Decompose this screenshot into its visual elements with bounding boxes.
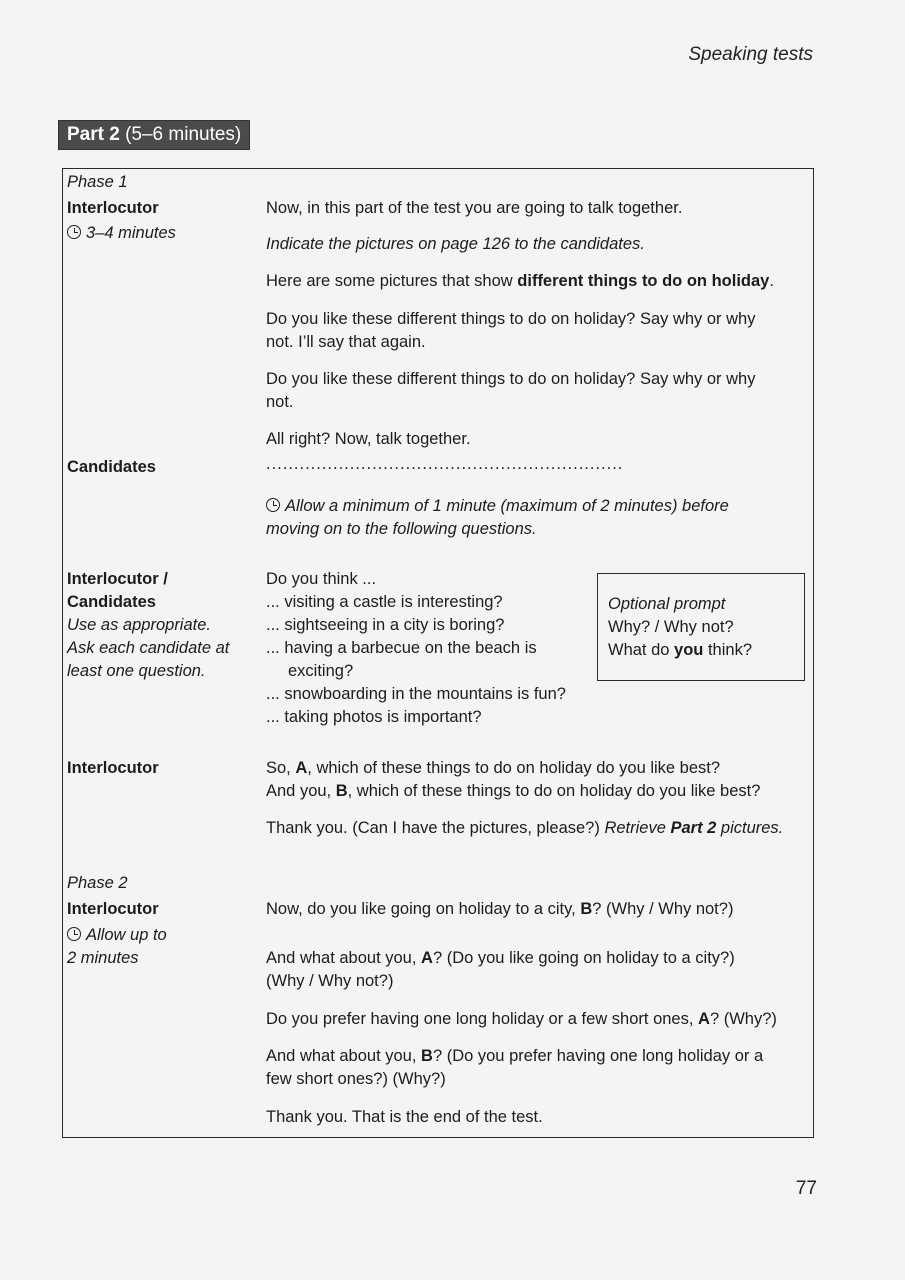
question-lead: Do you think ... [266, 570, 377, 588]
best-question: And you, B, which of these things to do on holiday do you like best? [266, 782, 761, 800]
phase-2-label: Phase 2 [67, 874, 128, 892]
intro-line: Now, in this part of the test you are going to talk together. [266, 199, 683, 217]
interlocutor-label: Interlocutor [67, 900, 159, 918]
question-item: ... taking photos is important? [266, 708, 482, 726]
question-item: exciting? [288, 662, 354, 680]
phase2-question: few short ones?) (Why?) [266, 1070, 446, 1088]
clock-icon [67, 225, 81, 239]
phase-1-label: Phase 1 [67, 173, 128, 191]
end-line: Thank you. That is the end of the test. [266, 1108, 543, 1126]
speaker-label: Candidates [67, 593, 156, 611]
talk-together-line: All right? Now, talk together. [266, 430, 471, 448]
interlocutor-label: Interlocutor [67, 199, 159, 217]
speaker-label: Interlocutor / [67, 570, 168, 588]
candidates-label: Candidates [67, 458, 156, 476]
note-line: least one question. [67, 662, 206, 680]
phase2-question: Do you prefer having one long holiday or a few short ones, A? (Why?) [266, 1010, 777, 1028]
timing-label: Allow up to [67, 924, 167, 947]
question-item: ... having a barbecue on the beach is [266, 639, 537, 657]
question-item: ... visiting a castle is interesting? [266, 593, 503, 611]
timing-label: 3–4 minutes [67, 222, 176, 245]
interlocutor-label: Interlocutor [67, 759, 159, 777]
retrieve-line: Thank you. (Can I have the pictures, please?) Retrieve Part 2 pictures. [266, 819, 784, 837]
question-line: Do you like these different things to do on holiday? Say why or why [266, 370, 756, 388]
question-line: not. [266, 393, 294, 411]
part-label: Part 2 [67, 124, 120, 145]
note-line: Ask each candidate at [67, 639, 230, 657]
running-header: Speaking tests [688, 44, 813, 65]
dotted-line: ................................................................ [266, 455, 624, 473]
clock-icon [266, 498, 280, 512]
timing-label: 2 minutes [67, 949, 139, 967]
phase2-question: And what about you, A? (Do you like going on holiday to a city?) [266, 949, 735, 967]
note-line: Use as appropriate. [67, 616, 211, 634]
question-line: Do you like these different things to do on holiday? Say why or why [266, 310, 756, 328]
clock-icon [67, 927, 81, 941]
allow-instruction: moving on to the following questions. [266, 520, 537, 538]
pictures-line: Here are some pictures that show different things to do on holiday. [266, 272, 774, 290]
phase2-question: Now, do you like going on holiday to a city, B? (Why / Why not?) [266, 900, 734, 918]
optional-prompt-title: Optional prompt [608, 595, 726, 613]
optional-prompt-line: What do you think? [608, 641, 753, 659]
allow-instruction: Allow a minimum of 1 minute (maximum of 2 minutes) before [266, 495, 729, 518]
question-item: ... sightseeing in a city is boring? [266, 616, 505, 634]
question-item: ... snowboarding in the mountains is fun? [266, 685, 566, 703]
best-question: So, A, which of these things to do on holiday do you like best? [266, 759, 721, 777]
question-line: not. I’ll say that again. [266, 333, 426, 351]
page-number: 77 [795, 1178, 817, 1199]
optional-prompt-line: Why? / Why not? [608, 618, 734, 636]
indicate-instruction: Indicate the pictures on page 126 to the candidates. [266, 235, 645, 253]
phase2-question: And what about you, B? (Do you prefer having one long holiday or a [266, 1047, 764, 1065]
phase2-question: (Why / Why not?) [266, 972, 394, 990]
part-badge [58, 120, 250, 150]
part-duration: (5–6 minutes) [125, 124, 242, 145]
